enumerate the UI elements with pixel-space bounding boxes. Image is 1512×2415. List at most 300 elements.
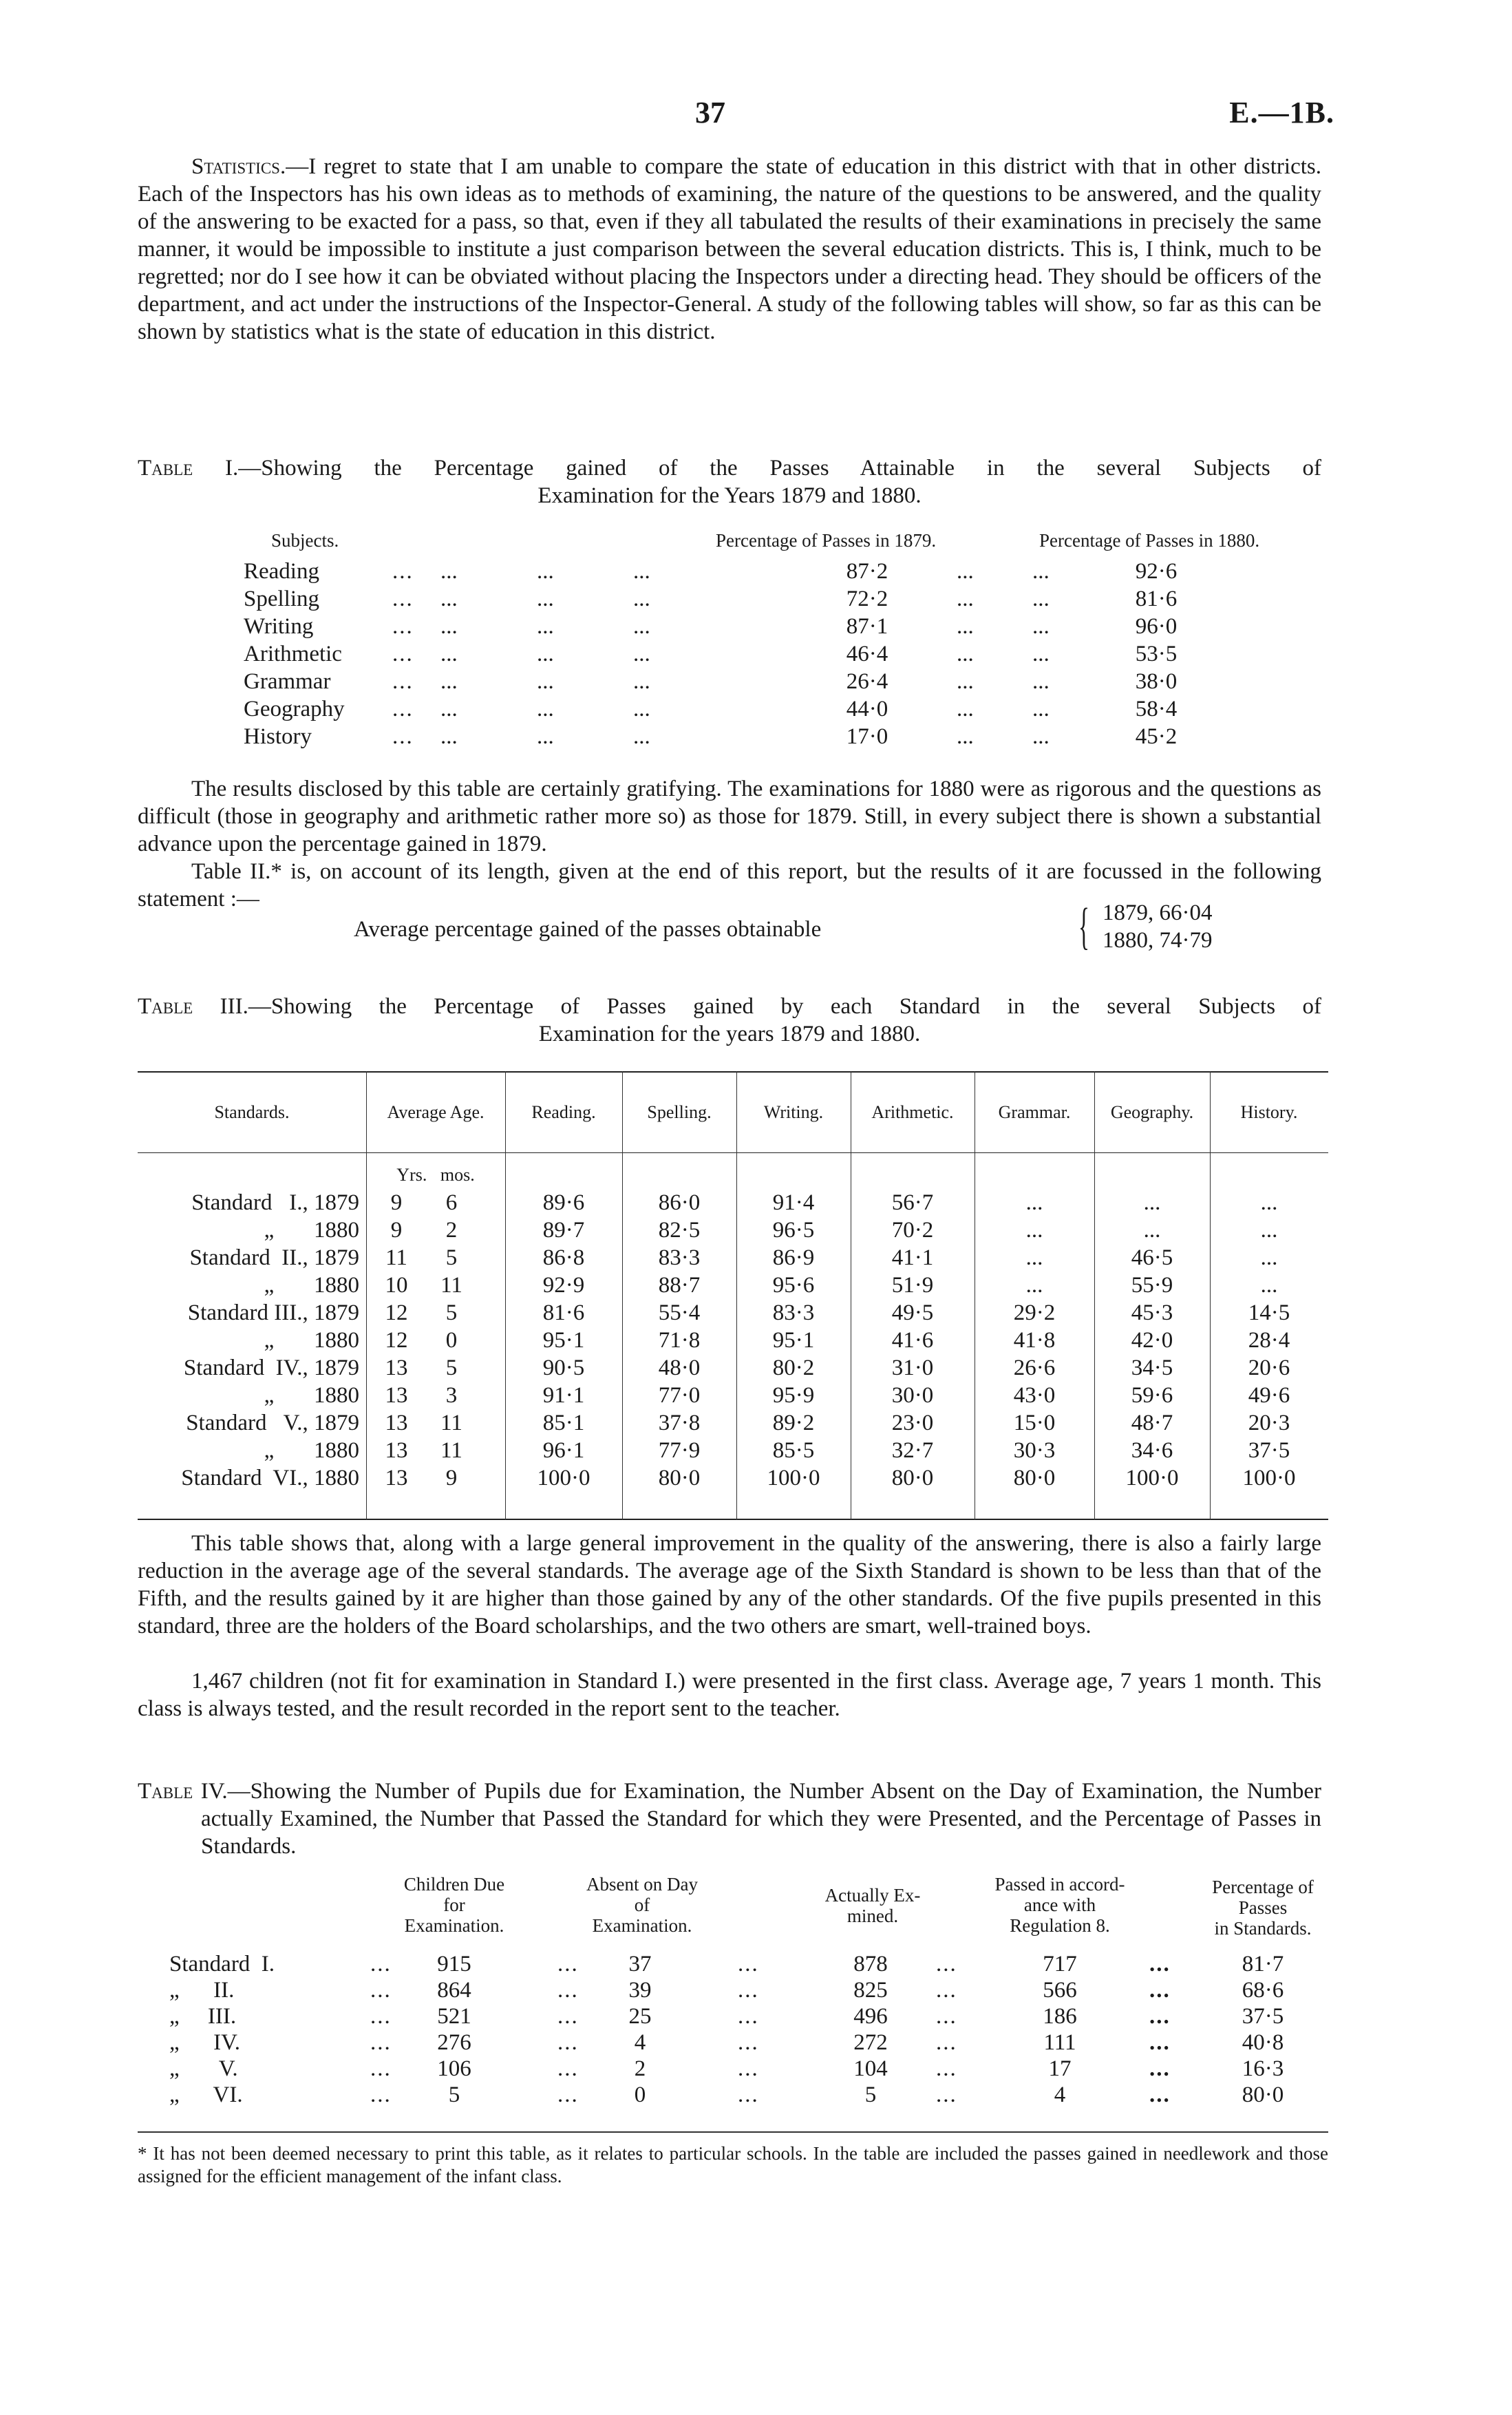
table3-cell-reading: 96·1: [542, 1438, 585, 1463]
passed-count: 566: [1043, 1978, 1077, 2003]
children-due: 5: [448, 2082, 460, 2107]
table4-row: [138, 2003, 1335, 2029]
examined-count: 496: [853, 2004, 888, 2029]
table3-cell-history: 28·4: [1248, 1328, 1290, 1353]
pass-percentage: 80·0: [1242, 2082, 1284, 2107]
leader-dots: ...: [1149, 2082, 1171, 2107]
average-statement: [138, 899, 1321, 961]
leader-dots: ...: [1149, 1952, 1171, 1976]
table3-cell-arith: 23·0: [891, 1411, 934, 1435]
table3-cell-grammar: 43·0: [1013, 1383, 1056, 1408]
leader-dots: ...: [557, 2030, 579, 2055]
leader-dots: ...: [557, 1952, 579, 1976]
absent-count: 0: [634, 2082, 646, 2107]
leader-dots: ...: [936, 1952, 957, 1976]
leader-dots: ...: [1032, 669, 1050, 694]
percentage-1879: 87·2: [846, 559, 888, 584]
table3-cell-history: 37·5: [1248, 1438, 1290, 1463]
leader-dots: ...: [370, 2082, 392, 2107]
table3-caption: [138, 993, 1321, 1048]
table3-cell-grammar: 41·8: [1013, 1328, 1056, 1353]
table4-header-absent-line: of: [634, 1895, 650, 1915]
table4-header-passed: [970, 1874, 1149, 1936]
table3-cell-grammar: ...: [1025, 1273, 1043, 1298]
table3-cell-writing: 91·4: [772, 1190, 815, 1215]
table3-cell-reading: 100·0: [537, 1466, 590, 1490]
standard-label: Standard I., 1879: [191, 1190, 359, 1215]
table3-cell-reading: 89·7: [542, 1218, 585, 1243]
table4-header-absent-line: Absent on Day: [586, 1874, 698, 1895]
subject-name: Spelling: [244, 587, 320, 611]
table3-age-units: Yrs. mos.: [396, 1165, 475, 1185]
leader-dots: ...: [392, 587, 414, 611]
table3-cell-arith: 41·1: [891, 1245, 934, 1270]
leader-dots: ...: [633, 724, 650, 749]
table3-cell-geog: 42·0: [1131, 1328, 1173, 1353]
percentage-1880: 96·0: [1135, 614, 1178, 639]
table3-cell-history: 20·3: [1248, 1411, 1290, 1435]
table4-header-absent-line: Examination.: [592, 1915, 692, 1936]
leader-dots: ...: [370, 2004, 392, 2029]
age-years: 13: [385, 1383, 408, 1408]
table3-cell-spelling: 82·5: [658, 1218, 701, 1243]
age-years: 9: [390, 1218, 403, 1243]
leader-dots: ...: [957, 697, 974, 721]
table4-row: [138, 2056, 1335, 2082]
age-months: 3: [445, 1383, 458, 1408]
table3-cell-grammar: 80·0: [1013, 1466, 1056, 1490]
children-due: 276: [437, 2030, 471, 2055]
table3-header-history: History.: [1240, 1102, 1298, 1122]
percentage-1880: 45·2: [1135, 724, 1178, 749]
table3-cell-writing: 85·5: [772, 1438, 815, 1463]
brace-icon: {: [1078, 898, 1089, 955]
leader-dots: ...: [936, 1978, 957, 2003]
table3-cell-arith: 56·7: [891, 1190, 934, 1215]
leader-dots: ...: [1032, 614, 1050, 639]
table4-row: [138, 2082, 1335, 2108]
leader-dots: ...: [370, 2056, 392, 2081]
age-years: 12: [385, 1328, 408, 1353]
table1-header: [234, 530, 1335, 558]
leader-dots: ...: [557, 1978, 579, 2003]
examined-count: 878: [853, 1952, 888, 1976]
table3-cell-spelling: 37·8: [658, 1411, 701, 1435]
passed-count: 717: [1043, 1952, 1077, 1976]
leader-dots: ...: [957, 614, 974, 639]
leader-dots: ...: [1032, 642, 1050, 666]
pass-percentage: 37·5: [1242, 2004, 1284, 2029]
table4-caption: [138, 1778, 1321, 1860]
children-due: 521: [437, 2004, 471, 2029]
passed-count: 17: [1048, 2056, 1072, 2081]
table3-cell-history: 20·6: [1248, 1356, 1290, 1380]
table4-header-examined: [797, 1885, 948, 1926]
page-number: 37: [695, 96, 725, 129]
standard-label: Standard V., 1879: [186, 1411, 359, 1435]
subject-name: History: [244, 724, 312, 749]
table3-caption-line1: —Showing the Percentage of Passes gained by each Standard in the several Subjects of: [248, 994, 1321, 1019]
age-months: 5: [445, 1356, 458, 1380]
leader-dots: ...: [1149, 2056, 1171, 2081]
table1-row: [234, 558, 1335, 585]
average-1879: 1879, 66·04: [1103, 900, 1213, 925]
table3-header-age: Average Age.: [387, 1102, 485, 1122]
table3-cell-reading: 81·6: [542, 1300, 585, 1325]
leader-dots: ...: [392, 642, 414, 666]
leader-dots: ...: [537, 614, 554, 639]
leader-dots: ...: [537, 642, 554, 666]
table1-header-1880: Percentage of Passes in 1880.: [1039, 530, 1260, 551]
leader-dots: ...: [392, 669, 414, 694]
age-years: 13: [385, 1411, 408, 1435]
leader-dots: ...: [392, 724, 414, 749]
table3-cell-history: ...: [1260, 1273, 1278, 1298]
percentage-1880: 92·6: [1135, 559, 1178, 584]
standard-label: Standard II., 1879: [189, 1245, 359, 1270]
leader-dots: ...: [537, 587, 554, 611]
standard-label: „ 1880: [264, 1383, 359, 1408]
table3-cell-spelling: 71·8: [658, 1328, 701, 1353]
statistics-heading: Statistics.: [191, 154, 286, 179]
absent-count: 37: [628, 1952, 652, 1976]
table1-row: [234, 613, 1335, 640]
table3-header-geography: Geography.: [1110, 1102, 1194, 1122]
examined-count: 104: [853, 2056, 888, 2081]
leader-dots: ...: [1149, 2030, 1171, 2055]
table1: [234, 530, 1335, 750]
leader-dots: ...: [1032, 559, 1050, 584]
table3-cell-reading: 92·9: [542, 1273, 585, 1298]
leader-dots: ...: [633, 559, 650, 584]
leader-dots: ...: [957, 724, 974, 749]
leader-dots: ...: [957, 642, 974, 666]
age-months: 5: [445, 1245, 458, 1270]
pass-percentage: 81·7: [1242, 1952, 1284, 1976]
table4-caption-text: —Showing the Number of Pupils due for Examination, the Number Absent on the Day of Examination, the Number actually Examined, the Number that Passed the Standard for which they were Presented, and the Percentage of Passes in Standards.: [201, 1779, 1321, 1859]
percentage-1880: 53·5: [1135, 642, 1178, 666]
table4-row: [138, 1977, 1335, 2003]
table3-row: [138, 1382, 1328, 1409]
pass-percentage: 16·3: [1242, 2056, 1284, 2081]
table3-row: [138, 1410, 1328, 1436]
table1-body: [234, 558, 1335, 750]
table1-row: [234, 723, 1335, 750]
table3-cell-grammar: ...: [1025, 1218, 1043, 1243]
table3-header-writing: Writing.: [763, 1102, 824, 1122]
table3-cell-grammar: 29·2: [1013, 1300, 1056, 1325]
leader-dots: ...: [738, 2082, 759, 2107]
table3-header-grammar: Grammar.: [998, 1102, 1071, 1122]
leader-dots: ...: [537, 697, 554, 721]
leader-dots: ...: [440, 587, 458, 611]
table4-header-passed-line: Passed in accord-: [994, 1874, 1125, 1895]
table3-cell-writing: 95·6: [772, 1273, 815, 1298]
standard-label: „ IV.: [169, 2030, 240, 2055]
table3-cell-geog: ...: [1143, 1190, 1161, 1215]
absent-count: 39: [628, 1978, 652, 2003]
leader-dots: ...: [633, 642, 650, 666]
table4-header-pct: [1191, 1877, 1335, 1939]
table3-cell-arith: 70·2: [891, 1218, 934, 1243]
page-header: [0, 95, 1512, 136]
table3-cell-spelling: 83·3: [658, 1245, 701, 1270]
children-due: 864: [437, 1978, 471, 2003]
table3-cell-spelling: 55·4: [658, 1300, 701, 1325]
leader-dots: ...: [936, 2082, 957, 2107]
examined-count: 272: [853, 2030, 888, 2055]
leader-dots: ...: [392, 559, 414, 584]
leader-dots: ...: [957, 559, 974, 584]
table3-row: [138, 1217, 1328, 1243]
table3-cell-spelling: 80·0: [658, 1466, 701, 1490]
passed-count: 186: [1043, 2004, 1077, 2029]
leader-dots: ...: [1032, 697, 1050, 721]
table4-header-examined-line: Actually Ex-: [824, 1885, 921, 1906]
age-months: 0: [445, 1328, 458, 1353]
statistics-paragraph: [138, 153, 1321, 346]
table4-header-absent: [563, 1874, 721, 1936]
table3-row: [138, 1355, 1328, 1381]
standard-label: „ 1880: [264, 1438, 359, 1463]
age-years: 10: [385, 1273, 408, 1298]
table3-cell-history: 100·0: [1242, 1466, 1296, 1490]
table3-cell-reading: 89·6: [542, 1190, 585, 1215]
leader-dots: ...: [392, 614, 414, 639]
age-years: 13: [385, 1356, 408, 1380]
leader-dots: ...: [633, 697, 650, 721]
table4-row: [138, 1951, 1335, 1977]
table3-cell-writing: 83·3: [772, 1300, 815, 1325]
leader-dots: ...: [738, 2056, 759, 2081]
table3-cell-geog: 46·5: [1131, 1245, 1173, 1270]
age-months: 9: [445, 1466, 458, 1490]
subject-name: Arithmetic: [244, 642, 342, 666]
leader-dots: ...: [936, 2030, 957, 2055]
leader-dots: ...: [957, 587, 974, 611]
standard-label: „ II.: [169, 1978, 235, 2003]
subject-name: Grammar: [244, 669, 331, 694]
table3-cell-spelling: 48·0: [658, 1356, 701, 1380]
table3-cell-arith: 49·5: [891, 1300, 934, 1325]
table3-cell-arith: 80·0: [891, 1466, 934, 1490]
leader-dots: ...: [537, 559, 554, 584]
passed-count: 111: [1043, 2030, 1076, 2055]
table4-header-pct-line: Passes: [1238, 1897, 1288, 1918]
age-years: 13: [385, 1438, 408, 1463]
table3: [138, 1071, 1328, 1520]
age-months: 11: [440, 1411, 462, 1435]
table4-header-pct-line: Percentage of: [1212, 1877, 1314, 1897]
table3-cell-history: ...: [1260, 1245, 1278, 1270]
table3-row: [138, 1190, 1328, 1216]
leader-dots: ...: [370, 1978, 392, 2003]
table4-header-due-line: for: [443, 1895, 465, 1915]
pass-percentage: 68·6: [1242, 1978, 1284, 2003]
table3-cell-writing: 80·2: [772, 1356, 815, 1380]
age-years: 13: [385, 1466, 408, 1490]
table3-cell-reading: 90·5: [542, 1356, 585, 1380]
footnote-rule: [138, 2131, 1328, 2133]
table3-cell-geog: 59·6: [1131, 1383, 1173, 1408]
table3-cell-geog: 34·6: [1131, 1438, 1173, 1463]
leader-dots: ...: [557, 2004, 579, 2029]
table3-cell-geog: ...: [1143, 1218, 1161, 1243]
table4-label: Table IV.: [138, 1779, 228, 1804]
leader-dots: ...: [440, 559, 458, 584]
table3-cell-arith: 41·6: [891, 1328, 934, 1353]
table3-cell-history: ...: [1260, 1218, 1278, 1243]
table3-cell-geog: 48·7: [1131, 1411, 1173, 1435]
table4-header-due-line: Examination.: [404, 1915, 504, 1936]
table3-cell-writing: 86·9: [772, 1245, 815, 1270]
percentage-1880: 38·0: [1135, 669, 1178, 694]
table3-row: [138, 1437, 1328, 1464]
passed-count: 4: [1054, 2082, 1066, 2107]
absent-count: 4: [634, 2030, 646, 2055]
percentage-1880: 58·4: [1135, 697, 1178, 721]
table3-cell-reading: 85·1: [542, 1411, 585, 1435]
age-months: 5: [445, 1300, 458, 1325]
table3-cell-grammar: ...: [1025, 1245, 1043, 1270]
subject-name: Writing: [244, 614, 314, 639]
table1-row: [234, 668, 1335, 695]
table4-header-passed-line: Regulation 8.: [1010, 1915, 1110, 1936]
table3-cell-geog: 100·0: [1125, 1466, 1179, 1490]
table3-cell-spelling: 77·0: [658, 1383, 701, 1408]
table4-header-passed-line: ance with: [1023, 1895, 1096, 1915]
standard-label: Standard III., 1879: [187, 1300, 359, 1325]
table3-header-reading: Reading.: [531, 1102, 596, 1122]
table3-cell-grammar: 15·0: [1013, 1411, 1056, 1435]
table4-header-examined-line: mined.: [846, 1906, 899, 1926]
table3-cell-reading: 86·8: [542, 1245, 585, 1270]
document-code: E.—1B.: [1229, 96, 1334, 129]
table4-row: [138, 2029, 1335, 2056]
table1-caption-line2: Examination for the Years 1879 and 1880.: [537, 483, 922, 508]
leader-dots: ...: [440, 724, 458, 749]
leader-dots: ...: [440, 669, 458, 694]
leader-dots: ...: [633, 669, 650, 694]
table3-cell-history: 49·6: [1248, 1383, 1290, 1408]
leader-dots: ...: [440, 614, 458, 639]
leader-dots: ...: [633, 587, 650, 611]
leader-dots: ...: [440, 697, 458, 721]
table1-header-1879: Percentage of Passes in 1879.: [716, 530, 937, 551]
table1-header-subjects: Subjects.: [271, 530, 339, 551]
table3-cell-writing: 95·1: [772, 1328, 815, 1353]
table3-cell-arith: 32·7: [891, 1438, 934, 1463]
standard-label: „ V.: [169, 2056, 238, 2081]
examined-count: 5: [864, 2082, 877, 2107]
absent-count: 25: [628, 2004, 652, 2029]
subject-name: Geography: [244, 697, 345, 721]
leader-dots: ...: [633, 614, 650, 639]
table3-header-spelling: Spelling.: [647, 1102, 712, 1122]
average-1880: 1880, 74·79: [1103, 928, 1213, 953]
percentage-1879: 17·0: [846, 724, 888, 749]
age-years: 12: [385, 1300, 408, 1325]
table3-label: Table III.: [138, 994, 248, 1019]
percentage-1880: 81·6: [1135, 587, 1178, 611]
table3-cell-arith: 30·0: [891, 1383, 934, 1408]
table1-label: Table I.: [138, 456, 239, 481]
standard-label: „ VI.: [169, 2082, 243, 2107]
table3-row: [138, 1272, 1328, 1298]
table3-header-arithmetic: Arithmetic.: [871, 1102, 954, 1122]
absent-count: 2: [634, 2056, 646, 2081]
table3-cell-spelling: 77·9: [658, 1438, 701, 1463]
table3-cell-writing: 96·5: [772, 1218, 815, 1243]
table3-top-rule: [138, 1071, 1328, 1073]
statistics-text: —I regret to state that I am unable to compare the state of education in this district with that in other districts. Each of the Inspectors has his own ideas as to methods of examining, the nature of the questions to be answered, and the quality of the answering to be exacted for a pass, so that, even if they all tabulated the results of their examinations in precisely the same manner, it would be impossible to institute a just comparison between the several education districts. This is, I think, much to be regretted; nor do I see how it can be obviated without placing the Inspectors under a directing head. They should be officers of the department, and act under the instructions of the Inspector-General. A study of the following tables will show, so far as this can be shown by statistics what is the state of education in this district.: [138, 154, 1321, 344]
age-months: 11: [440, 1273, 462, 1298]
leader-dots: ...: [1032, 724, 1050, 749]
table2-paragraph: Table II.* is, on account of its length, given at the end of this report, but the results of it are focussed in the following statement :—: [138, 859, 1321, 911]
table3-paragraph: This table shows that, along with a large general improvement in the quality of the answering, there is also a fairly large reduction in the average age of the several standards. The average age of the Sixth Standard is shown to be less than that of the Fifth, and the results gained by it are higher than those gained by any of the other standards. Of the five pupils presented in this standard, three are the holders of the Board scholarships, and the two others are smart, well-trained boys.: [138, 1531, 1321, 1638]
leader-dots: ...: [738, 2004, 759, 2029]
table1-row: [234, 640, 1335, 668]
leader-dots: ...: [936, 2004, 957, 2029]
percentage-1879: 26·4: [846, 669, 888, 694]
table4-header-pct-line: in Standards.: [1214, 1918, 1312, 1939]
standard-label: „ 1880: [264, 1273, 359, 1298]
examined-count: 825: [853, 1978, 888, 2003]
leader-dots: ...: [738, 2030, 759, 2055]
leader-dots: ...: [440, 642, 458, 666]
children-due: 915: [437, 1952, 471, 1976]
percentage-1879: 44·0: [846, 697, 888, 721]
table3-cell-history: ...: [1260, 1190, 1278, 1215]
table3-cell-arith: 51·9: [891, 1273, 934, 1298]
table3-cell-writing: 100·0: [767, 1466, 820, 1490]
table1-caption-line1: —Showing the Percentage gained of the Passes Attainable in the several Subjects of: [238, 456, 1321, 481]
table1-caption: [138, 454, 1321, 509]
leader-dots: ...: [1149, 2004, 1171, 2029]
footnote: * It has not been deemed necessary to print this table, as it relates to particular schools. In the table are included the passes gained in needlework and those assigned for the efficient management of the infant class.: [138, 2143, 1328, 2186]
age-years: 11: [385, 1245, 407, 1270]
leader-dots: ...: [557, 2056, 579, 2081]
leader-dots: ...: [537, 669, 554, 694]
table3-row: [138, 1465, 1328, 1491]
table3-cell-reading: 95·1: [542, 1328, 585, 1353]
table3-cell-writing: 95·9: [772, 1383, 815, 1408]
table3-header-rule: [138, 1152, 1328, 1153]
table4-header-due: [372, 1874, 537, 1936]
leader-dots: ...: [392, 697, 414, 721]
leader-dots: ...: [936, 2056, 957, 2081]
table3-cell-arith: 31·0: [891, 1356, 934, 1380]
age-years: 9: [390, 1190, 403, 1215]
age-months: 6: [445, 1190, 458, 1215]
table3-cell-history: 14·5: [1248, 1300, 1290, 1325]
table3-cell-grammar: ...: [1025, 1190, 1043, 1215]
leader-dots: ...: [1032, 587, 1050, 611]
age-months: 2: [445, 1218, 458, 1243]
standard-label: Standard VI., 1880: [181, 1466, 359, 1490]
leader-dots: ...: [370, 1952, 392, 1976]
table3-cell-grammar: 30·3: [1013, 1438, 1056, 1463]
standard-label: Standard I.: [169, 1952, 275, 1976]
standard-label: „ 1880: [264, 1328, 359, 1353]
leader-dots: ...: [738, 1978, 759, 2003]
table3-cell-geog: 55·9: [1131, 1273, 1173, 1298]
percentage-1879: 72·2: [846, 587, 888, 611]
table3-cell-writing: 89·2: [772, 1411, 815, 1435]
leader-dots: ...: [557, 2082, 579, 2107]
table3-cell-geog: 45·3: [1131, 1300, 1173, 1325]
table1-row: [234, 695, 1335, 723]
